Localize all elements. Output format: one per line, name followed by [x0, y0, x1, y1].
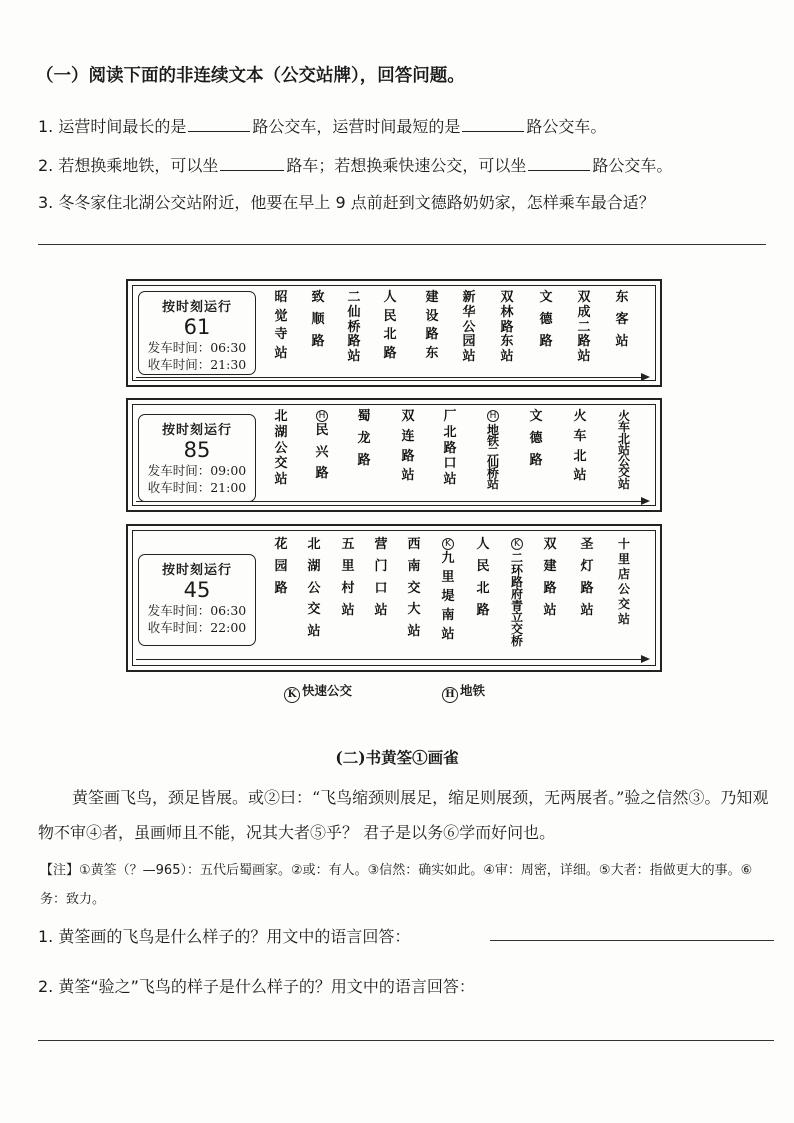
- rapid-bus-icon: K: [511, 538, 523, 550]
- schedule-label: 按时刻运行: [161, 423, 232, 438]
- section2-question-2: 2. 黄筌“验之”飞鸟的样子是什么样子的？用文中的语言回答：: [38, 977, 475, 996]
- bus-stop: H 地 铁 二 仙 桥 站: [486, 411, 499, 492]
- route-info-box: [138, 291, 256, 375]
- bus-stop: 花 园 路: [274, 537, 288, 596]
- answer-line[interactable]: [38, 1040, 774, 1041]
- answer-blank[interactable]: [220, 169, 284, 171]
- bus-stop: 火 车 北 站 公 交 站: [617, 409, 630, 491]
- section2-question-1: 1. 黄筌画的飞鸟是什么样子的？用文中的语言回答：: [38, 927, 411, 946]
- bus-stop: 双 成 二 路 站: [577, 290, 591, 365]
- bus-stop: K 九 里 堤 南 站: [441, 539, 455, 642]
- route-number: 45: [183, 578, 211, 602]
- last-bus-time: 收车时间：22:00: [147, 620, 247, 635]
- route-info-box: [138, 414, 256, 502]
- legend-rapid-bus-label: 快速公交: [302, 683, 353, 698]
- bus-stop: 东 客 站: [615, 290, 629, 349]
- bus-stop: 人 民 北 路: [383, 290, 397, 361]
- question-1-text-a: 1. 运营时间最长的是: [38, 117, 187, 136]
- bus-sign-route-85: [126, 398, 662, 512]
- bus-stop: 五 里 村 站: [341, 537, 355, 618]
- bus-stop: 圣 灯 路 站: [580, 537, 594, 618]
- bus-stop: 双 建 路 站: [543, 537, 557, 618]
- bus-stop: 火 车 北 站: [573, 409, 587, 484]
- section2-heading: (二)书黄筌①画雀: [335, 748, 459, 767]
- answer-line[interactable]: [490, 940, 774, 941]
- last-bus-time: 收车时间：21:30: [147, 357, 247, 372]
- first-bus-time: 发车时间：06:30: [147, 340, 247, 355]
- bus-sign-route-61: [126, 279, 662, 387]
- bus-stop: 双 连 路 站: [401, 409, 415, 484]
- question-1-text-c: 路公交车。: [526, 117, 607, 136]
- subway-icon: H: [487, 410, 499, 422]
- bus-stop: H 民 兴 路: [315, 411, 329, 482]
- legend-subway: [442, 681, 485, 703]
- route-number: 61: [183, 315, 211, 339]
- classical-text: 黄筌画飞鸟，颈足皆展。或②曰：“飞鸟缩颈则展足，缩足则展颈，无两展者。”验之信然③。乃知观物不审④者，虽画师且不能，况其大者⑤乎？ 君子是以务⑥学而好问也。: [38, 788, 769, 842]
- rapid-bus-icon: K: [284, 687, 300, 703]
- route-direction-arrow: [136, 659, 648, 660]
- question-3: 3. 冬冬家住北湖公交站附近，他要在早上 9 点前赶到文德路奶奶家，怎样乘车最合适？: [38, 193, 655, 212]
- subway-icon: H: [442, 687, 458, 703]
- bus-stop: 建 设 路 东: [425, 290, 439, 361]
- question-2: [38, 153, 672, 176]
- annotation-notes: 【注】①黄筌（？—965）：五代后蜀画家。②或：有人。③信然：确实如此。④审：周密，详细。⑤大者：指做更大的事。⑥务：致力。: [40, 863, 753, 907]
- subway-icon: H: [316, 410, 328, 422]
- route-info-box: [138, 554, 256, 646]
- answer-blank[interactable]: [188, 130, 250, 132]
- last-bus-time: 收车时间：21:00: [147, 480, 247, 495]
- question-2-text-a: 2. 若想换乘地铁，可以坐: [38, 156, 219, 175]
- rapid-bus-icon: K: [442, 538, 454, 550]
- legend-rapid-bus: [284, 681, 352, 703]
- question-2-text-c: 路公交车。: [592, 156, 673, 175]
- first-bus-time: 发车时间：06:30: [147, 603, 247, 618]
- schedule-label: 按时刻运行: [161, 563, 232, 578]
- question-1: [38, 114, 606, 137]
- legend-subway-label: 地铁: [460, 683, 486, 698]
- bus-stop: 营 门 口 站: [374, 537, 388, 618]
- route-direction-arrow: [136, 501, 648, 502]
- bus-stop: K 二 环 路 府 青 立 交 桥: [510, 539, 523, 649]
- bus-stop: 十 里 店 公 交 站: [617, 537, 630, 626]
- section1-heading: （一）阅读下面的非连续文本（公交站牌），回答问题。: [36, 66, 465, 86]
- bus-stop: 人 民 北 路: [476, 537, 490, 618]
- answer-blank[interactable]: [528, 169, 590, 171]
- bus-stop: 二 仙 桥 路 站: [347, 290, 361, 365]
- bus-sign-route-45: [126, 524, 662, 672]
- bus-stop: 昭 觉 寺 站: [274, 290, 288, 361]
- bus-stop: 文 德 路: [529, 409, 543, 468]
- bus-stop: 厂 北 路 口 站: [443, 409, 457, 488]
- question-2-text-b: 路车；若想换乘快速公交，可以坐: [286, 156, 527, 175]
- schedule-label: 按时刻运行: [161, 300, 232, 315]
- bus-stop: 北 湖 公 交 站: [274, 409, 288, 488]
- route-number: 85: [183, 438, 211, 462]
- bus-stop: 北 湖 公 交 站: [307, 537, 321, 640]
- bus-stop: 蜀 龙 路: [357, 409, 371, 468]
- answer-blank[interactable]: [462, 130, 524, 132]
- bus-stop: 新 华 公 园 站: [462, 290, 476, 365]
- first-bus-time: 发车时间：09:00: [147, 463, 247, 478]
- bus-stop: 文 德 路: [539, 290, 553, 349]
- question-1-text-b: 路公交车，运营时间最短的是: [252, 117, 461, 136]
- route-direction-arrow: [136, 377, 648, 378]
- bus-stop: 西 南 交 大 站: [407, 537, 421, 640]
- bus-stop: 致 顺 路: [311, 290, 325, 349]
- answer-line[interactable]: [38, 244, 766, 245]
- bus-stop: 双 林 路 东 站: [500, 290, 514, 365]
